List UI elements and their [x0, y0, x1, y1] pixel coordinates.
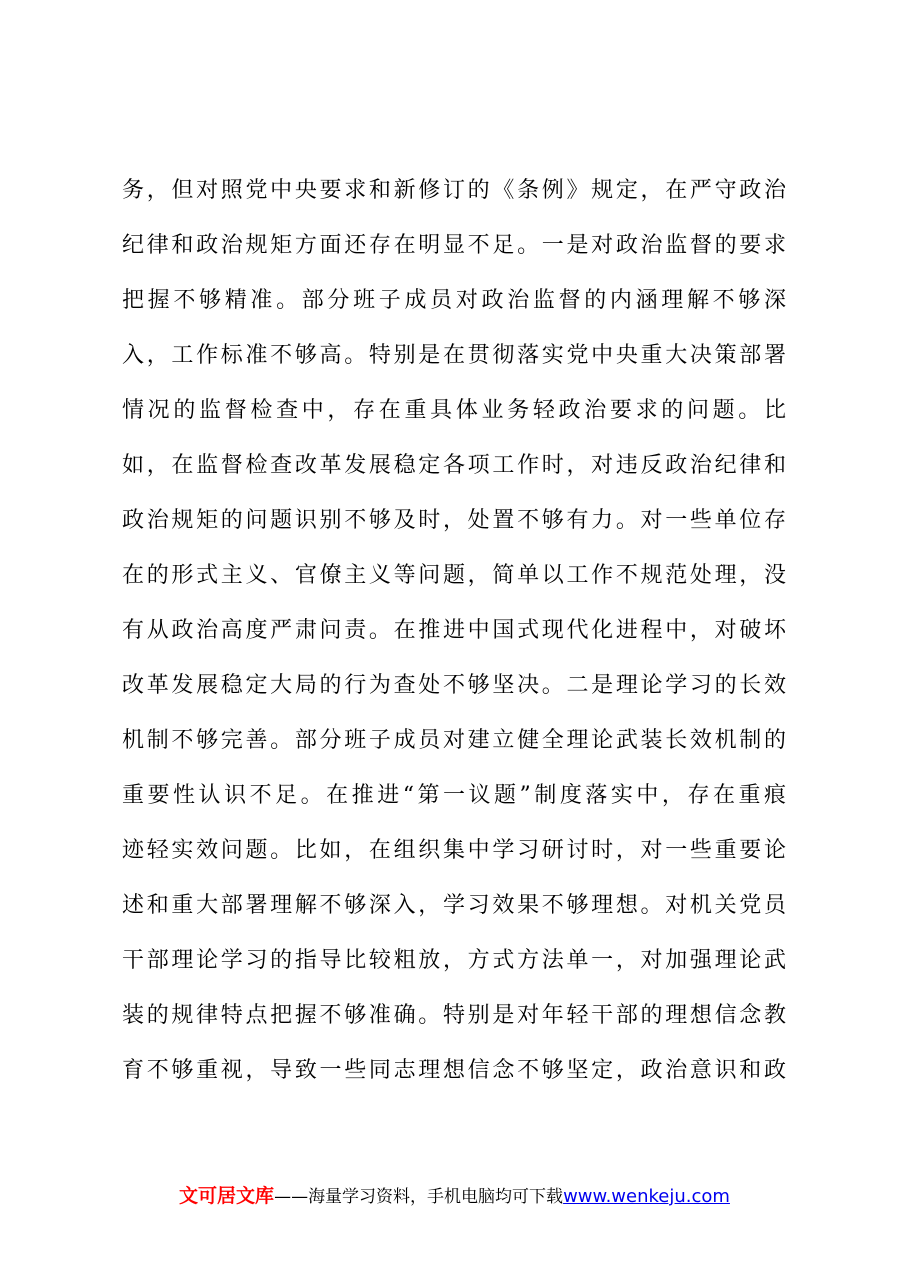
body-line: 把握不够精准。部分班子成员对政治监督的内涵理解不够深 — [122, 288, 786, 313]
body-line: 机制不够完善。部分班子成员对建立健全理论武装长效机制的 — [122, 728, 786, 753]
footer-brand: 文可居文库 — [179, 1185, 275, 1207]
body-line: 政治规矩的问题识别不够及时，处置不够有力。对一些单位存 — [122, 508, 786, 533]
body-line: 情况的监督检查中，存在重具体业务轻政治要求的问题。比 — [122, 398, 786, 423]
body-line: 务，但对照党中央要求和新修订的《条例》规定，在严守政治 — [122, 178, 786, 203]
body-line: 改革发展稳定大局的行为查处不够坚决。二是理论学习的长效 — [122, 673, 786, 698]
footer-tagline: ——海量学习资料，手机电脑均可下载 — [274, 1187, 564, 1207]
body-line: 干部理论学习的指导比较粗放，方式方法单一，对加强理论武 — [122, 948, 786, 973]
footer-site-link[interactable]: www.wenkeju.com — [563, 1186, 730, 1207]
body-line: 育不够重视，导致一些同志理想信念不够坚定，政治意识和政 — [122, 1058, 786, 1083]
body-line: 如，在监督检查改革发展稳定各项工作时，对违反政治纪律和 — [122, 453, 786, 478]
body-line: 在的形式主义、官僚主义等问题，简单以工作不规范处理，没 — [122, 563, 786, 588]
document-body — [122, 163, 786, 1098]
body-line: 迹轻实效问题。比如，在组织集中学习研讨时，对一些重要论 — [122, 838, 786, 863]
body-line: 入，工作标准不够高。特别是在贯彻落实党中央重大决策部署 — [122, 343, 786, 368]
body-line: 述和重大部署理解不够深入，学习效果不够理想。对机关党员 — [122, 893, 786, 918]
body-line: 重要性认识不足。在推进“第一议题”制度落实中，存在重痕 — [122, 783, 786, 808]
body-line: 装的规律特点把握不够准确。特别是对年轻干部的理想信念教 — [122, 1003, 786, 1028]
page-footer — [0, 1181, 909, 1208]
body-line: 有从政治高度严肃问责。在推进中国式现代化进程中，对破坏 — [122, 618, 786, 643]
body-line: 纪律和政治规矩方面还存在明显不足。一是对政治监督的要求 — [122, 233, 786, 258]
